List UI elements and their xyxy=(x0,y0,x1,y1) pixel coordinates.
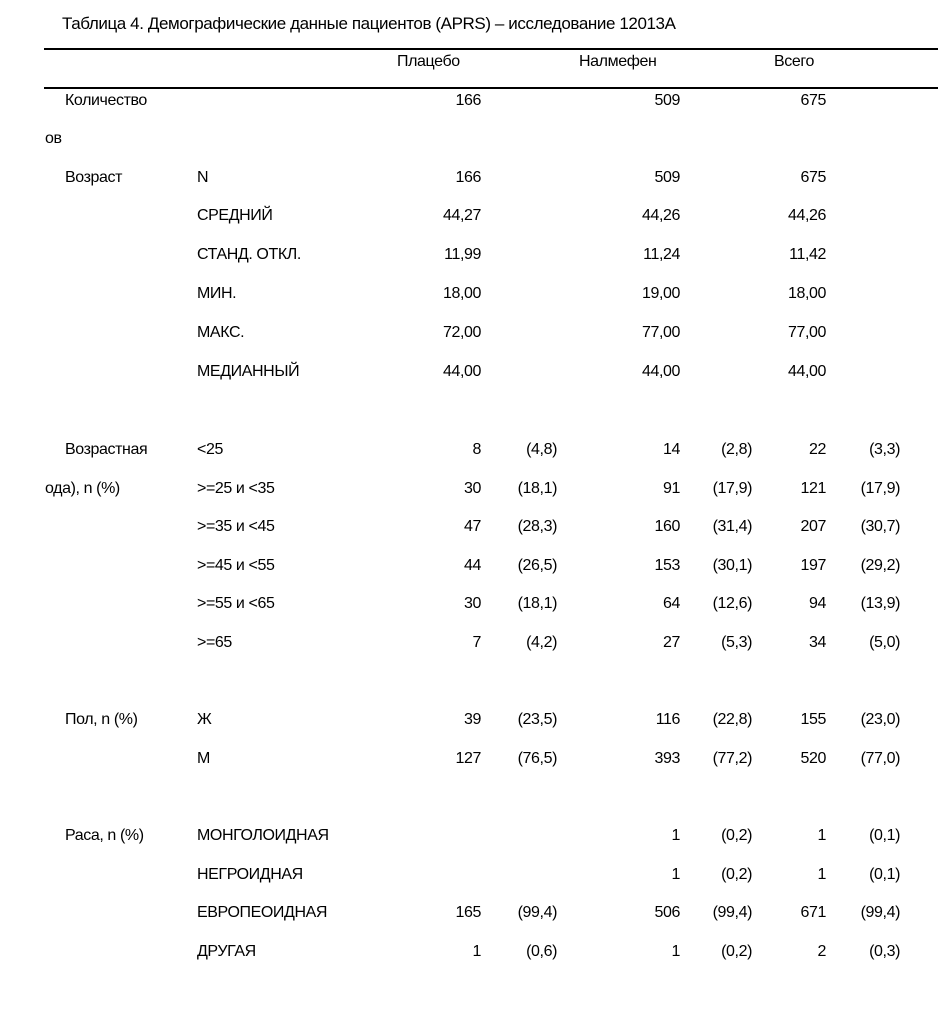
percent-cell: (18,1) xyxy=(518,594,557,614)
percent-cell: (12,6) xyxy=(713,594,752,614)
percent-cell: (23,5) xyxy=(518,710,557,730)
count-cell: 44,00 xyxy=(642,362,680,382)
row-label: >=35 и <45 xyxy=(197,517,274,537)
row-group-label: ода), n (%) xyxy=(45,479,120,499)
count-cell: 1 xyxy=(672,942,681,962)
count-cell: 116 xyxy=(656,710,680,730)
percent-cell: (99,4) xyxy=(713,903,752,923)
count-cell: 72,00 xyxy=(443,323,481,343)
percent-cell: (18,1) xyxy=(518,479,557,499)
row-group-label: Возраст xyxy=(65,168,122,188)
count-cell: 506 xyxy=(655,903,681,923)
column-header-nalmefene: Налмефен xyxy=(579,52,656,72)
percent-cell: (0,2) xyxy=(721,942,752,962)
count-cell: 30 xyxy=(464,594,481,614)
count-cell: 393 xyxy=(655,749,681,769)
count-cell: 11,99 xyxy=(444,245,481,265)
count-cell: 22 xyxy=(809,440,826,460)
row-group-label: Раса, n (%) xyxy=(65,826,144,846)
count-cell: 34 xyxy=(809,633,826,653)
percent-cell: (29,2) xyxy=(861,556,900,576)
count-cell: 675 xyxy=(801,91,827,111)
count-cell: 153 xyxy=(655,556,681,576)
row-label: СРЕДНИЙ xyxy=(197,206,273,226)
row-label: >=65 xyxy=(197,633,232,653)
count-cell: 11,24 xyxy=(643,245,680,265)
count-cell: 160 xyxy=(655,517,681,537)
percent-cell: (17,9) xyxy=(861,479,900,499)
percent-cell: (0,2) xyxy=(721,865,752,885)
count-cell: 1 xyxy=(473,942,482,962)
count-cell: 509 xyxy=(655,91,681,111)
count-cell: 155 xyxy=(801,710,827,730)
count-cell: 165 xyxy=(456,903,482,923)
count-cell: 77,00 xyxy=(788,323,826,343)
row-label: <25 xyxy=(197,440,223,460)
row-label: М xyxy=(197,749,210,769)
percent-cell: (22,8) xyxy=(713,710,752,730)
row-label: ЕВРОПЕОИДНАЯ xyxy=(197,903,327,923)
percent-cell: (76,5) xyxy=(518,749,557,769)
count-cell: 14 xyxy=(663,440,680,460)
row-label: МЕДИАННЫЙ xyxy=(197,362,299,382)
count-cell: 19,00 xyxy=(642,284,680,304)
row-label: >=45 и <55 xyxy=(197,556,274,576)
count-cell: 91 xyxy=(663,479,680,499)
row-label: МИН. xyxy=(197,284,236,304)
percent-cell: (26,5) xyxy=(518,556,557,576)
percent-cell: (99,4) xyxy=(861,903,900,923)
count-cell: 1 xyxy=(818,865,827,885)
table-top-rule xyxy=(44,48,938,50)
count-cell: 7 xyxy=(473,633,482,653)
count-cell: 44,27 xyxy=(443,206,481,226)
percent-cell: (4,8) xyxy=(526,440,557,460)
count-cell: 64 xyxy=(663,594,680,614)
count-cell: 44 xyxy=(464,556,481,576)
row-group-label: ов xyxy=(45,129,62,149)
percent-cell: (0,3) xyxy=(869,942,900,962)
count-cell: 675 xyxy=(801,168,827,188)
count-cell: 30 xyxy=(464,479,481,499)
percent-cell: (0,2) xyxy=(721,826,752,846)
count-cell: 121 xyxy=(801,479,827,499)
row-label: ДРУГАЯ xyxy=(197,942,256,962)
count-cell: 11,42 xyxy=(789,245,826,265)
row-group-label: Пол, n (%) xyxy=(65,710,138,730)
row-label: МОНГОЛОИДНАЯ xyxy=(197,826,329,846)
count-cell: 207 xyxy=(801,517,827,537)
percent-cell: (77,0) xyxy=(861,749,900,769)
percent-cell: (0,1) xyxy=(869,826,900,846)
count-cell: 197 xyxy=(801,556,827,576)
count-cell: 166 xyxy=(456,91,482,111)
column-header-total: Всего xyxy=(774,52,814,72)
percent-cell: (0,6) xyxy=(526,942,557,962)
count-cell: 2 xyxy=(818,942,827,962)
count-cell: 18,00 xyxy=(443,284,481,304)
count-cell: 27 xyxy=(663,633,680,653)
percent-cell: (30,7) xyxy=(861,517,900,537)
count-cell: 47 xyxy=(464,517,481,537)
count-cell: 671 xyxy=(801,903,827,923)
table-title: Таблица 4. Демографические данные пациентов (APRS) – исследование 12013А xyxy=(62,14,676,34)
row-group-label: Возрастная xyxy=(65,440,147,460)
count-cell: 44,26 xyxy=(788,206,826,226)
row-label: МАКС. xyxy=(197,323,244,343)
percent-cell: (4,2) xyxy=(526,633,557,653)
percent-cell: (28,3) xyxy=(518,517,557,537)
count-cell: 8 xyxy=(473,440,482,460)
percent-cell: (17,9) xyxy=(713,479,752,499)
count-cell: 39 xyxy=(464,710,481,730)
count-cell: 127 xyxy=(456,749,482,769)
count-cell: 44,00 xyxy=(443,362,481,382)
header-bottom-rule xyxy=(44,87,938,89)
percent-cell: (31,4) xyxy=(713,517,752,537)
percent-cell: (30,1) xyxy=(713,556,752,576)
percent-cell: (23,0) xyxy=(861,710,900,730)
count-cell: 94 xyxy=(809,594,826,614)
count-cell: 509 xyxy=(655,168,681,188)
percent-cell: (5,3) xyxy=(721,633,752,653)
count-cell: 1 xyxy=(818,826,827,846)
count-cell: 1 xyxy=(672,826,681,846)
row-group-label: Количество xyxy=(65,91,147,111)
row-label: N xyxy=(197,168,208,188)
percent-cell: (3,3) xyxy=(869,440,900,460)
row-label: СТАНД. ОТКЛ. xyxy=(197,245,301,265)
count-cell: 18,00 xyxy=(788,284,826,304)
row-label: >=25 и <35 xyxy=(197,479,274,499)
row-label: Ж xyxy=(197,710,211,730)
count-cell: 520 xyxy=(801,749,827,769)
count-cell: 1 xyxy=(672,865,681,885)
column-header-placebo: Плацебо xyxy=(397,52,460,72)
count-cell: 77,00 xyxy=(642,323,680,343)
percent-cell: (0,1) xyxy=(869,865,900,885)
count-cell: 44,00 xyxy=(788,362,826,382)
count-cell: 166 xyxy=(456,168,482,188)
percent-cell: (2,8) xyxy=(721,440,752,460)
row-label: НЕГРОИДНАЯ xyxy=(197,865,303,885)
percent-cell: (13,9) xyxy=(861,594,900,614)
percent-cell: (77,2) xyxy=(713,749,752,769)
percent-cell: (5,0) xyxy=(869,633,900,653)
row-label: >=55 и <65 xyxy=(197,594,274,614)
count-cell: 44,26 xyxy=(642,206,680,226)
percent-cell: (99,4) xyxy=(518,903,557,923)
